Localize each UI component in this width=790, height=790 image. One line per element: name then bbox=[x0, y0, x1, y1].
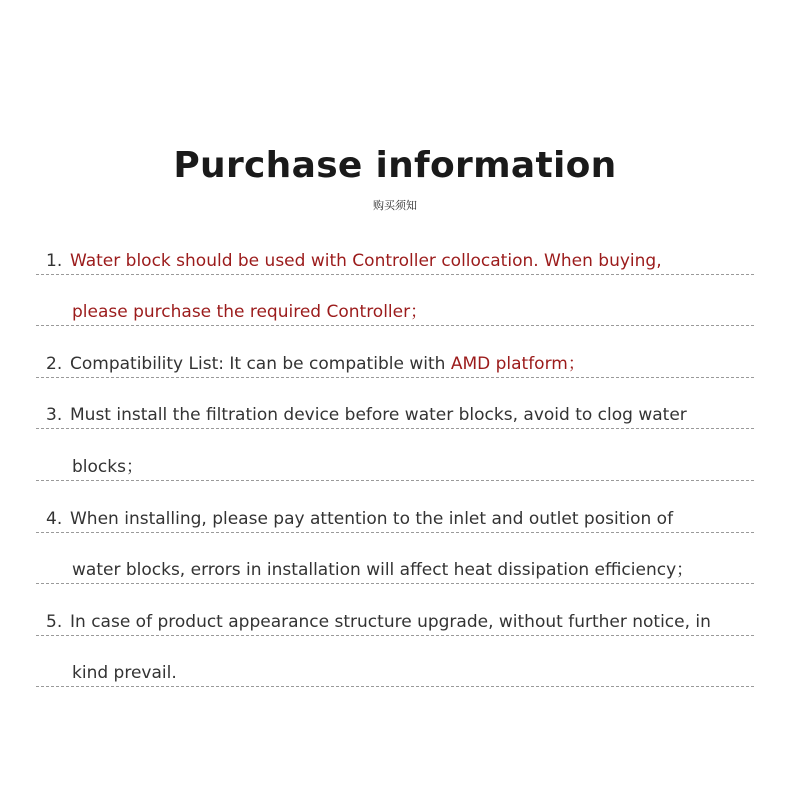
list-item-4-line-2 bbox=[36, 557, 754, 584]
list-item-3-line-2 bbox=[36, 454, 754, 481]
list-item-1-text-continued: please purchase the required Controller； bbox=[72, 302, 428, 322]
list-item-3-number: 3. bbox=[46, 405, 63, 425]
list-item-3-text: Must install the filtration device before water blocks, avoid to clog water bbox=[70, 405, 687, 425]
list-item-1-number: 1. bbox=[46, 251, 63, 271]
list-item-2-number: 2. bbox=[46, 354, 63, 374]
page-title: Purchase information bbox=[173, 145, 617, 186]
list-item-4-text-continued: water blocks, errors in installation will affect heat dissipation efficiency； bbox=[72, 560, 694, 580]
list-item-4-line-1 bbox=[36, 506, 754, 533]
list-item-5-line-1 bbox=[36, 609, 754, 636]
list-item-5-text-continued: kind prevail. bbox=[72, 663, 177, 683]
list-item-2-line-1 bbox=[36, 351, 754, 378]
list-item-5-line-2 bbox=[36, 660, 754, 687]
list-item-3-line-1 bbox=[36, 402, 754, 429]
list-item-1-line-1 bbox=[36, 248, 754, 275]
list-item-5-number: 5. bbox=[46, 612, 63, 632]
list-item-3-text-continued: blocks； bbox=[72, 457, 143, 477]
list-item-1-text: Water block should be used with Controller collocation. When buying, bbox=[70, 251, 662, 271]
list-item-2-text-prefix: Compatibility List: It can be compatible with bbox=[70, 354, 451, 374]
list-item-5-text: In case of product appearance structure upgrade, without further notice, in bbox=[70, 612, 711, 632]
list-item-2-text bbox=[70, 351, 585, 377]
list-item-1-line-2 bbox=[36, 299, 754, 326]
list-item-4-number: 4. bbox=[46, 509, 63, 529]
list-item-2-text-highlight: AMD platform； bbox=[450, 354, 585, 374]
page-subtitle: 购买须知 bbox=[373, 199, 417, 212]
list-item-4-text: When installing, please pay attention to the inlet and outlet position of bbox=[70, 509, 674, 529]
